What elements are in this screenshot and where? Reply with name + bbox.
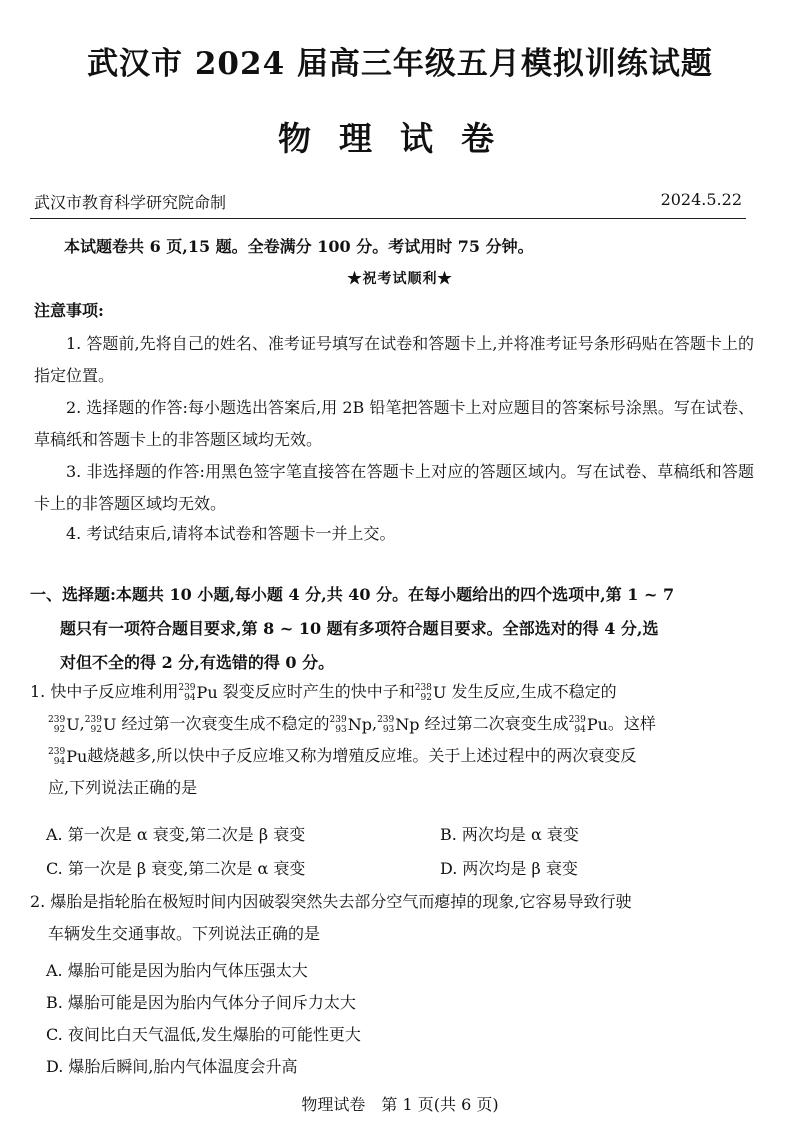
header-divider [30, 218, 746, 219]
meta-row [34, 190, 742, 213]
exam-title: 武汉市 2024 届高三年级五月模拟训练试题 [87, 46, 713, 82]
question-1-line-3: 239 94 Pu越烧越多,所以快中子反应堆又称为增殖反应堆。关于上述过程中的两次衰变反 [48, 746, 637, 767]
nuclide-u239-b: 239 92 U [84, 714, 117, 735]
notice-item-4: 4. 考试结束后,请将本试卷和答题卡一并上交。 [66, 524, 396, 543]
q2-option-b[interactable]: B. 爆胎可能是因为胎内气体分子间斥力太大 [46, 993, 356, 1012]
notice-heading: 注意事项: [34, 301, 104, 320]
issuer: 武汉市教育科学研究院命制 [34, 193, 227, 212]
notice-item-3: 3. 非选择题的作答:用黑色签字笔直接答在答题卡上对应的答题区域内。写在试卷、草稿纸和答题卡上的非答题区域均无效。 [34, 462, 754, 513]
question-1-line-1: 1. 快中子反应堆利用 239 94 Pu 裂变反应时产生的快中子和 238 92 U 发生反应,生成不稳定的 [30, 682, 617, 703]
question-1-line-4: 应,下列说法正确的是 [48, 778, 198, 797]
q1-option-d[interactable]: D. 两次均是 β 衰变 [440, 859, 578, 878]
nuclide-u239: 239 92 U [48, 714, 80, 735]
question-2-line-2: 车辆发生交通事故。下列说法正确的是 [48, 924, 321, 943]
section-1-line-3: 对但不全的得 2 分,有选错的得 0 分。 [60, 653, 335, 672]
q2-option-c[interactable]: C. 夜间比白天气温低,发生爆胎的可能性更大 [46, 1025, 361, 1044]
q2-option-a[interactable]: A. 爆胎可能是因为胎内气体压强太大 [46, 961, 308, 980]
section-1-line-2: 题只有一项符合题目要求,第 8 ~ 10 题有多项符合题目要求。全部选对的得 4 分,选 [60, 619, 659, 638]
nuclide-pu239-b: 239 94 Pu [568, 714, 608, 735]
question-1 [30, 676, 746, 804]
question-1-line-2: 239 92 U, 239 92 U 经过第一次衰变生成不稳定的 239 93 Np, 239 93 Np 经过第二次衰变生成 239 94 Pu。这样 [48, 714, 656, 735]
q1-option-b[interactable]: B. 两次均是 α 衰变 [440, 825, 579, 844]
notice-item-2: 2. 选择题的作答:每小题选出答案后,用 2B 铅笔把答题卡上对应题目的答案标号涂黑。写在试卷、草稿纸和答题卡上的非答题区域均无效。 [34, 398, 754, 449]
notice-item-1: 1. 答题前,先将自己的姓名、准考证号填写在试卷和答题卡上,并将准考证号条形码贴在答题卡上的指定位置。 [34, 334, 754, 385]
subject-title: 物理试卷 [278, 119, 522, 158]
q2-option-d[interactable]: D. 爆胎后瞬间,胎内气体温度会升高 [46, 1057, 298, 1076]
exam-info: 本试题卷共 6 页,15 题。全卷满分 100 分。考试用时 75 分钟。 [64, 237, 534, 256]
page-footer: 物理试卷 第 1 页(共 6 页) [301, 1095, 499, 1114]
nuclide-u238: 238 92 U [414, 682, 447, 703]
section-1-line-1: 一、选择题:本题共 10 小题,每小题 4 分,共 40 分。在每小题给出的四个选项中,第 1 ~ 7 [30, 585, 675, 604]
q1-option-c[interactable]: C. 第一次是 β 衰变,第二次是 α 衰变 [46, 859, 306, 878]
exam-date: 2024.5.22 [660, 190, 742, 209]
nuclide-np239-b: 239 93 Np [377, 714, 420, 735]
nuclide-np239: 239 93 Np [329, 714, 372, 735]
question-1-options-row-1 [46, 822, 746, 845]
blessing: ★祝考试顺利★ [347, 271, 453, 287]
question-1-options-row-2 [46, 856, 746, 879]
section-1-instructions [30, 578, 746, 680]
question-2 [30, 886, 746, 950]
q1-option-a[interactable]: A. 第一次是 α 衰变,第二次是 β 衰变 [46, 825, 306, 844]
nuclide-pu239: 239 94 Pu [178, 682, 218, 703]
nuclide-pu239-c: 239 94 Pu [48, 746, 88, 767]
question-2-line-1: 2. 爆胎是指轮胎在极短时间内因破裂突然失去部分空气而瘪掉的现象,它容易导致行驶 [30, 892, 632, 911]
